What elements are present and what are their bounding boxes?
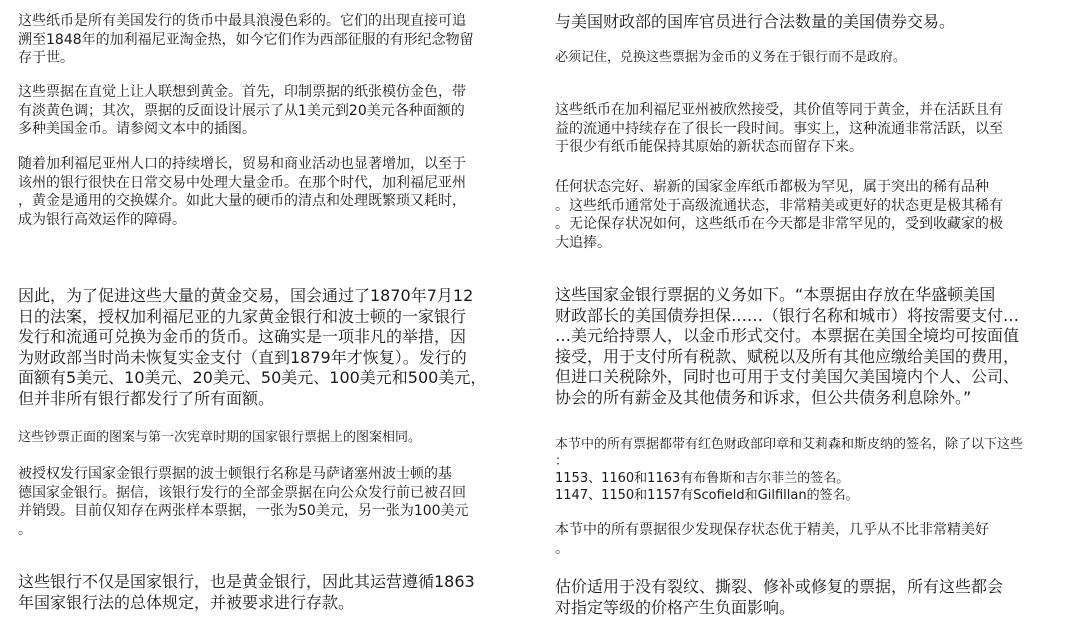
paragraph-romance-origin: 这些纸币是所有美国发行的货币中最具浪漫色彩的。它们的出现直接可追 溯至1848年的加利福尼亚淘金热，如今它们作为西部征服的有形纪念物留 存于世。: [18, 13, 474, 66]
paragraph-bond-exchange: 与美国财政部的国库官员进行合法数量的美国债券交易。: [555, 12, 956, 31]
paragraph-circulation: 这些纸币在加利福尼亚州被欣然接受，其价值等同于黄金，并在活跃且有 益的流通中持续存在了很长一段时间。事实上，这种流通非常活跃，以至 于很少有纸币能保持其原始的新状态而留存下来。: [555, 102, 1003, 155]
paragraph-gold-association: 这些票据在直觉上让人联想到黄金。首先，印制票据的纸张模仿金色，带 有淡黄色调；其次，票据的反面设计展示了从1美元到20美元各种面额的 多种美国金币。请参阅文本中的插图。: [18, 84, 466, 137]
paragraph-congress-act: 因此，为了促进这些大量的黄金交易，国会通过了1870年7月12 日的法案，授权加利福尼亚的九家黄金银行和波士顿的一家银行 发行和流通可兑换为金币的货币。这确实是一项非凡的举措，因 为财政部当时尚未恢复实金支付（直到1879年才恢复）。发行的 面额有5美元、10美元、20美元、50美元、100美元和500美元， 但并非所有银行都发行了所有面额。: [18, 286, 487, 408]
paragraph-condition-note: 本节中的所有票据很少发现保存状态优于精美，几乎从不比非常精美好 。: [555, 522, 989, 557]
paragraph-design-note: 这些钞票正面的图案与第一次宪章时期的国家银行票据上的图案相同。: [18, 430, 422, 445]
paragraph-valuation-note: 估价适用于没有裂纹、撕裂、修补或修复的票据，所有这些都会 对指定等级的价格产生负面影响。: [555, 577, 1004, 617]
paragraph-signatures: 本节中的所有票据都带有红色财政部印章和艾莉森和斯皮纳的签名，除了以下这些 ： 1153、1160和1163有布鲁斯和吉尔菲兰的签名。 1147、1150和1157有Scofield和Gilfillan的签名。: [555, 437, 1024, 503]
paragraph-rarity: 任何状态完好、崭新的国家金库纸币都极为罕见，属于突出的稀有品种 。这些纸币通常处于高级流通状态，非常精美或更好的状态更是极其稀有 。无论保存状况如何，这些纸币在今天都是非常罕见的，受到收藏家的极 大追捧。: [555, 179, 1003, 251]
paragraph-obligation-note: 必须记住，兑换这些票据为金币的义务在于银行而不是政府。: [555, 50, 907, 65]
paragraph-banking-law: 这些银行不仅是国家银行，也是黄金银行，因此其运营遵循1863 年国家银行法的总体规定，并被要求进行存款。: [18, 572, 475, 612]
paragraph-boston-bank: 被授权发行国家金银行票据的波士顿银行名称是马萨诸塞州波士顿的基 德国家金银行。据信，该银行发行的全部金票据在向公众发行前已被召回 并销毁。目前仅知存在两张样本票据，一张为50美元，另一张为100美元 。: [18, 466, 469, 538]
right-column: [549, 0, 1071, 628]
paragraph-note-obligation-text: 这些国家金银行票据的义务如下。“本票据由存放在华盛顿美国 财政部长的美国债券担保……（银行名称和城市）将按需要支付… …美元给持票人，以金币形式交付。本票据在美国全境均可按面值 接受，用于支付所有税款、赋税以及所有其他应缴给美国的费用， 但进口关税除外，同时也可用于支付美国欠美国境内个人、公司、 协会的所有薪金及其他债务和诉求，但公共债务利息除外。”: [555, 285, 1020, 407]
paragraph-california-commerce: 随着加利福尼亚州人口的持续增长，贸易和商业活动也显著增加，以至于 该州的银行很快在日常交易中处理大量金币。在那个时代，加利福尼亚州 ，黄金是通用的交换媒介。如此大量的硬币的清点和处理既繁琐又耗时， 成为银行高效运作的障碍。: [18, 156, 466, 228]
